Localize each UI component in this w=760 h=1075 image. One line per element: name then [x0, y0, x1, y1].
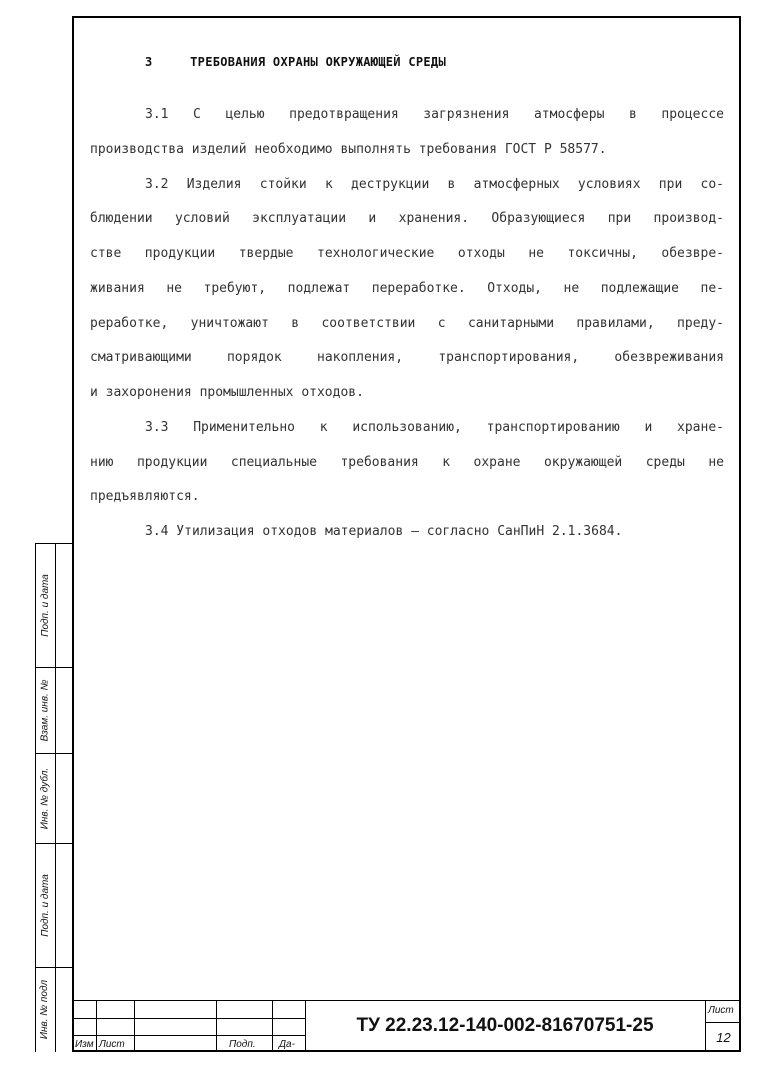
side-label: Подп. и дата — [39, 573, 51, 637]
title-block-line — [134, 1000, 135, 1052]
text-line: сматривающими порядок накопления, транспортирования, обезвреживания — [90, 350, 724, 365]
text-line: нию продукции специальные требования к охране окружающей среды не — [90, 455, 724, 470]
text-line: блюдении условий эксплуатации и хранения. Образующиеся при производ- — [90, 211, 724, 226]
text-line: стве продукции твердые технологические отходы не токсичны, обезвре- — [90, 246, 724, 261]
text-line: живания не требуют, подлежат переработке. Отходы, не подлежащие пе- — [90, 281, 724, 296]
text-line: и захоронения промышленных отходов. — [90, 385, 364, 400]
document-number: ТУ 22.23.12-140-002-81670751-25 — [356, 1015, 654, 1036]
sheet-label: Лист — [708, 1005, 734, 1016]
text-line: предъявляются. — [90, 489, 200, 504]
text-line: 3.1 С целью предотвращения загрязнения атмосферы в процессе — [145, 107, 724, 122]
title-block-line — [216, 1000, 217, 1052]
text-line: 3.3 Применительно к использованию, транспортированию и хране- — [145, 420, 724, 435]
col-list-label: Лист — [99, 1039, 125, 1050]
side-label: Взам. инв. № — [39, 679, 51, 741]
sheet-number: 12 — [716, 1029, 731, 1045]
col-podp-label: Подп. — [229, 1039, 256, 1050]
text-line: 3.2 Изделия стойки к деструкции в атмосферных условиях при со- — [145, 177, 724, 192]
side-stamp — [35, 543, 72, 1052]
col-data-label: Да- — [279, 1039, 295, 1050]
section-heading: 3 ТРЕБОВАНИЯ ОХРАНЫ ОКРУЖАЮЩЕЙ СРЕДЫ — [145, 55, 446, 69]
title-block-line — [72, 1018, 305, 1019]
side-stamp-line — [55, 543, 56, 1052]
side-label: Подп. и дата — [39, 873, 51, 937]
title-block-line — [96, 1000, 97, 1052]
text-line: производства изделий необходимо выполнять требования ГОСТ Р 58577. — [90, 142, 607, 157]
title-block — [72, 1000, 741, 1052]
text-line: 3.4 Утилизация отходов материалов – согласно СанПиН 2.1.3684. — [145, 524, 623, 539]
side-label: Инв. № дубл. — [39, 767, 51, 829]
title-block-line — [272, 1000, 273, 1052]
col-izm-label: Изм — [75, 1039, 94, 1050]
text-line: реработке, уничтожают в соответствии с санитарными правилами, преду- — [90, 316, 724, 331]
title-block-line — [72, 1035, 305, 1036]
side-label: Инв. № подл — [39, 979, 51, 1040]
